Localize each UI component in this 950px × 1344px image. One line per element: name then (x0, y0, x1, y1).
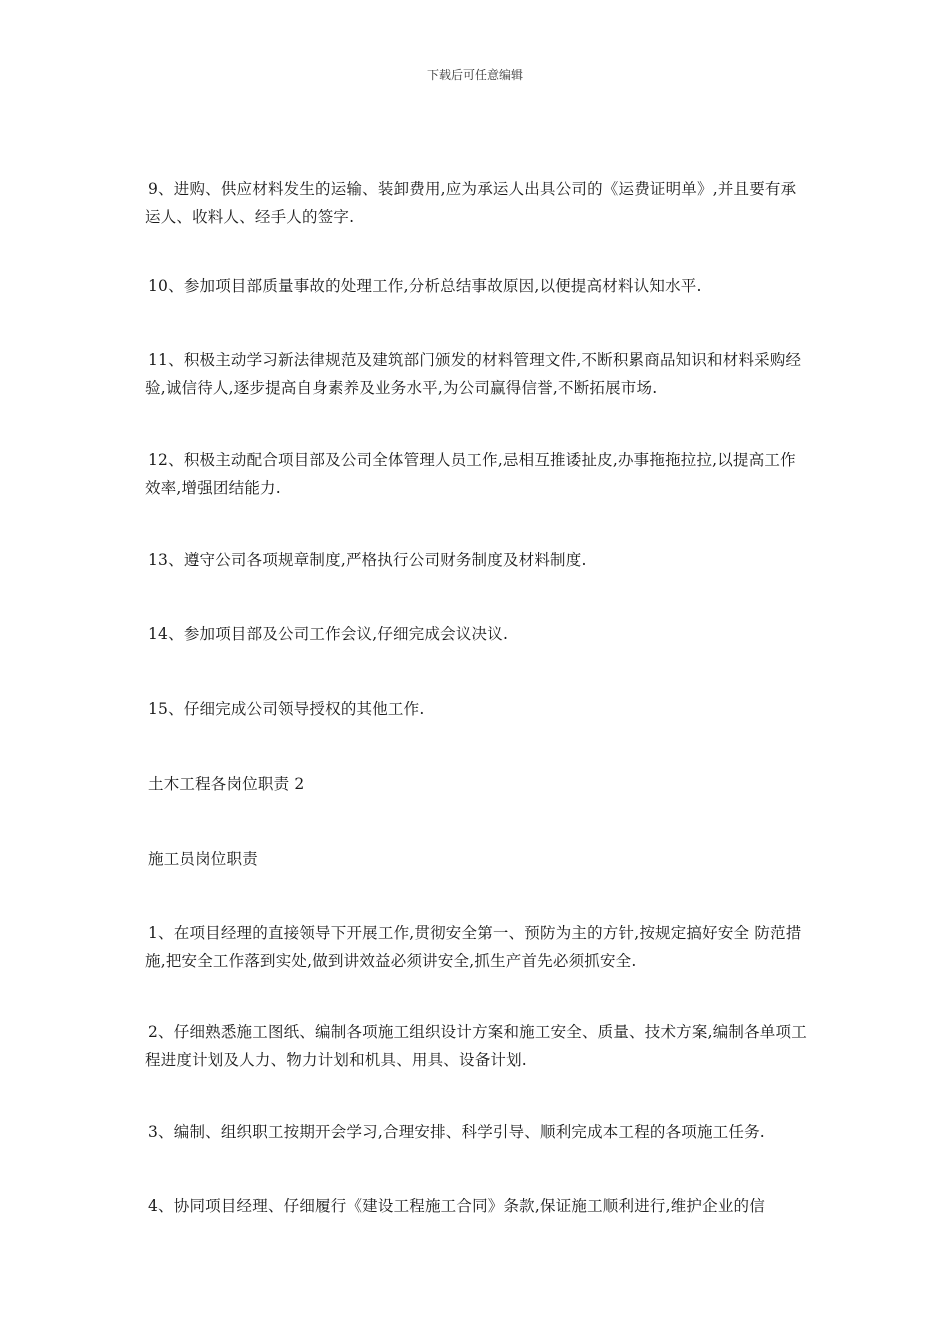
duty-item-4: 4、协同项目经理、仔细履行《建设工程施工合同》条款,保证施工顺利进行,维护企业的信 (148, 1197, 765, 1215)
section-title: 土木工程各岗位职责 2 (148, 775, 305, 793)
paragraph-item-10: 10、参加项目部质量事故的处理工作,分析总结事故原因,以便提高材料认知水平. (148, 277, 702, 295)
paragraph-item-13: 13、遵守公司各项规章制度,严格执行公司财务制度及材料制度. (148, 551, 587, 569)
paragraph-item-15: 15、仔细完成公司领导授权的其他工作. (148, 700, 425, 718)
section-subtitle: 施工员岗位职责 (148, 850, 258, 868)
page-header: 下载后可任意编辑 (426, 68, 523, 82)
paragraph-item-11: 11、积极主动学习新法律规范及建筑部门颁发的材料管理文件,不断积累商品知识和材料采购经验,诚信待人,逐步提高自身素养及业务水平,为公司赢得信誉,不断拓展市场. (145, 351, 802, 397)
duty-item-3: 3、编制、组织职工按期开会学习,合理安排、科学引导、顺利完成本工程的各项施工任务. (148, 1123, 765, 1141)
paragraph-item-14: 14、参加项目部及公司工作会议,仔细完成会议决议. (148, 625, 509, 643)
duty-item-1: 1、在项目经理的直接领导下开展工作,贯彻安全第一、预防为主的方针,按规定搞好安全 防范措施,把安全工作落到实处,做到讲效益必须讲安全,抓生产首先必须抓安全. (145, 924, 802, 970)
paragraph-item-12: 12、积极主动配合项目部及公司全体管理人员工作,忌相互推诿扯皮,办事拖拖拉拉,以提高工作效率,增强团结能力. (145, 451, 796, 497)
duty-item-2: 2、仔细熟悉施工图纸、编制各项施工组织设计方案和施工安全、质量、技术方案,编制各单项工程进度计划及人力、物力计划和机具、用具、设备计划. (145, 1023, 807, 1069)
paragraph-item-9: 9、进购、供应材料发生的运输、装卸费用,应为承运人出具公司的《运费证明单》,并且要有承运人、收料人、经手人的签字. (145, 180, 797, 226)
